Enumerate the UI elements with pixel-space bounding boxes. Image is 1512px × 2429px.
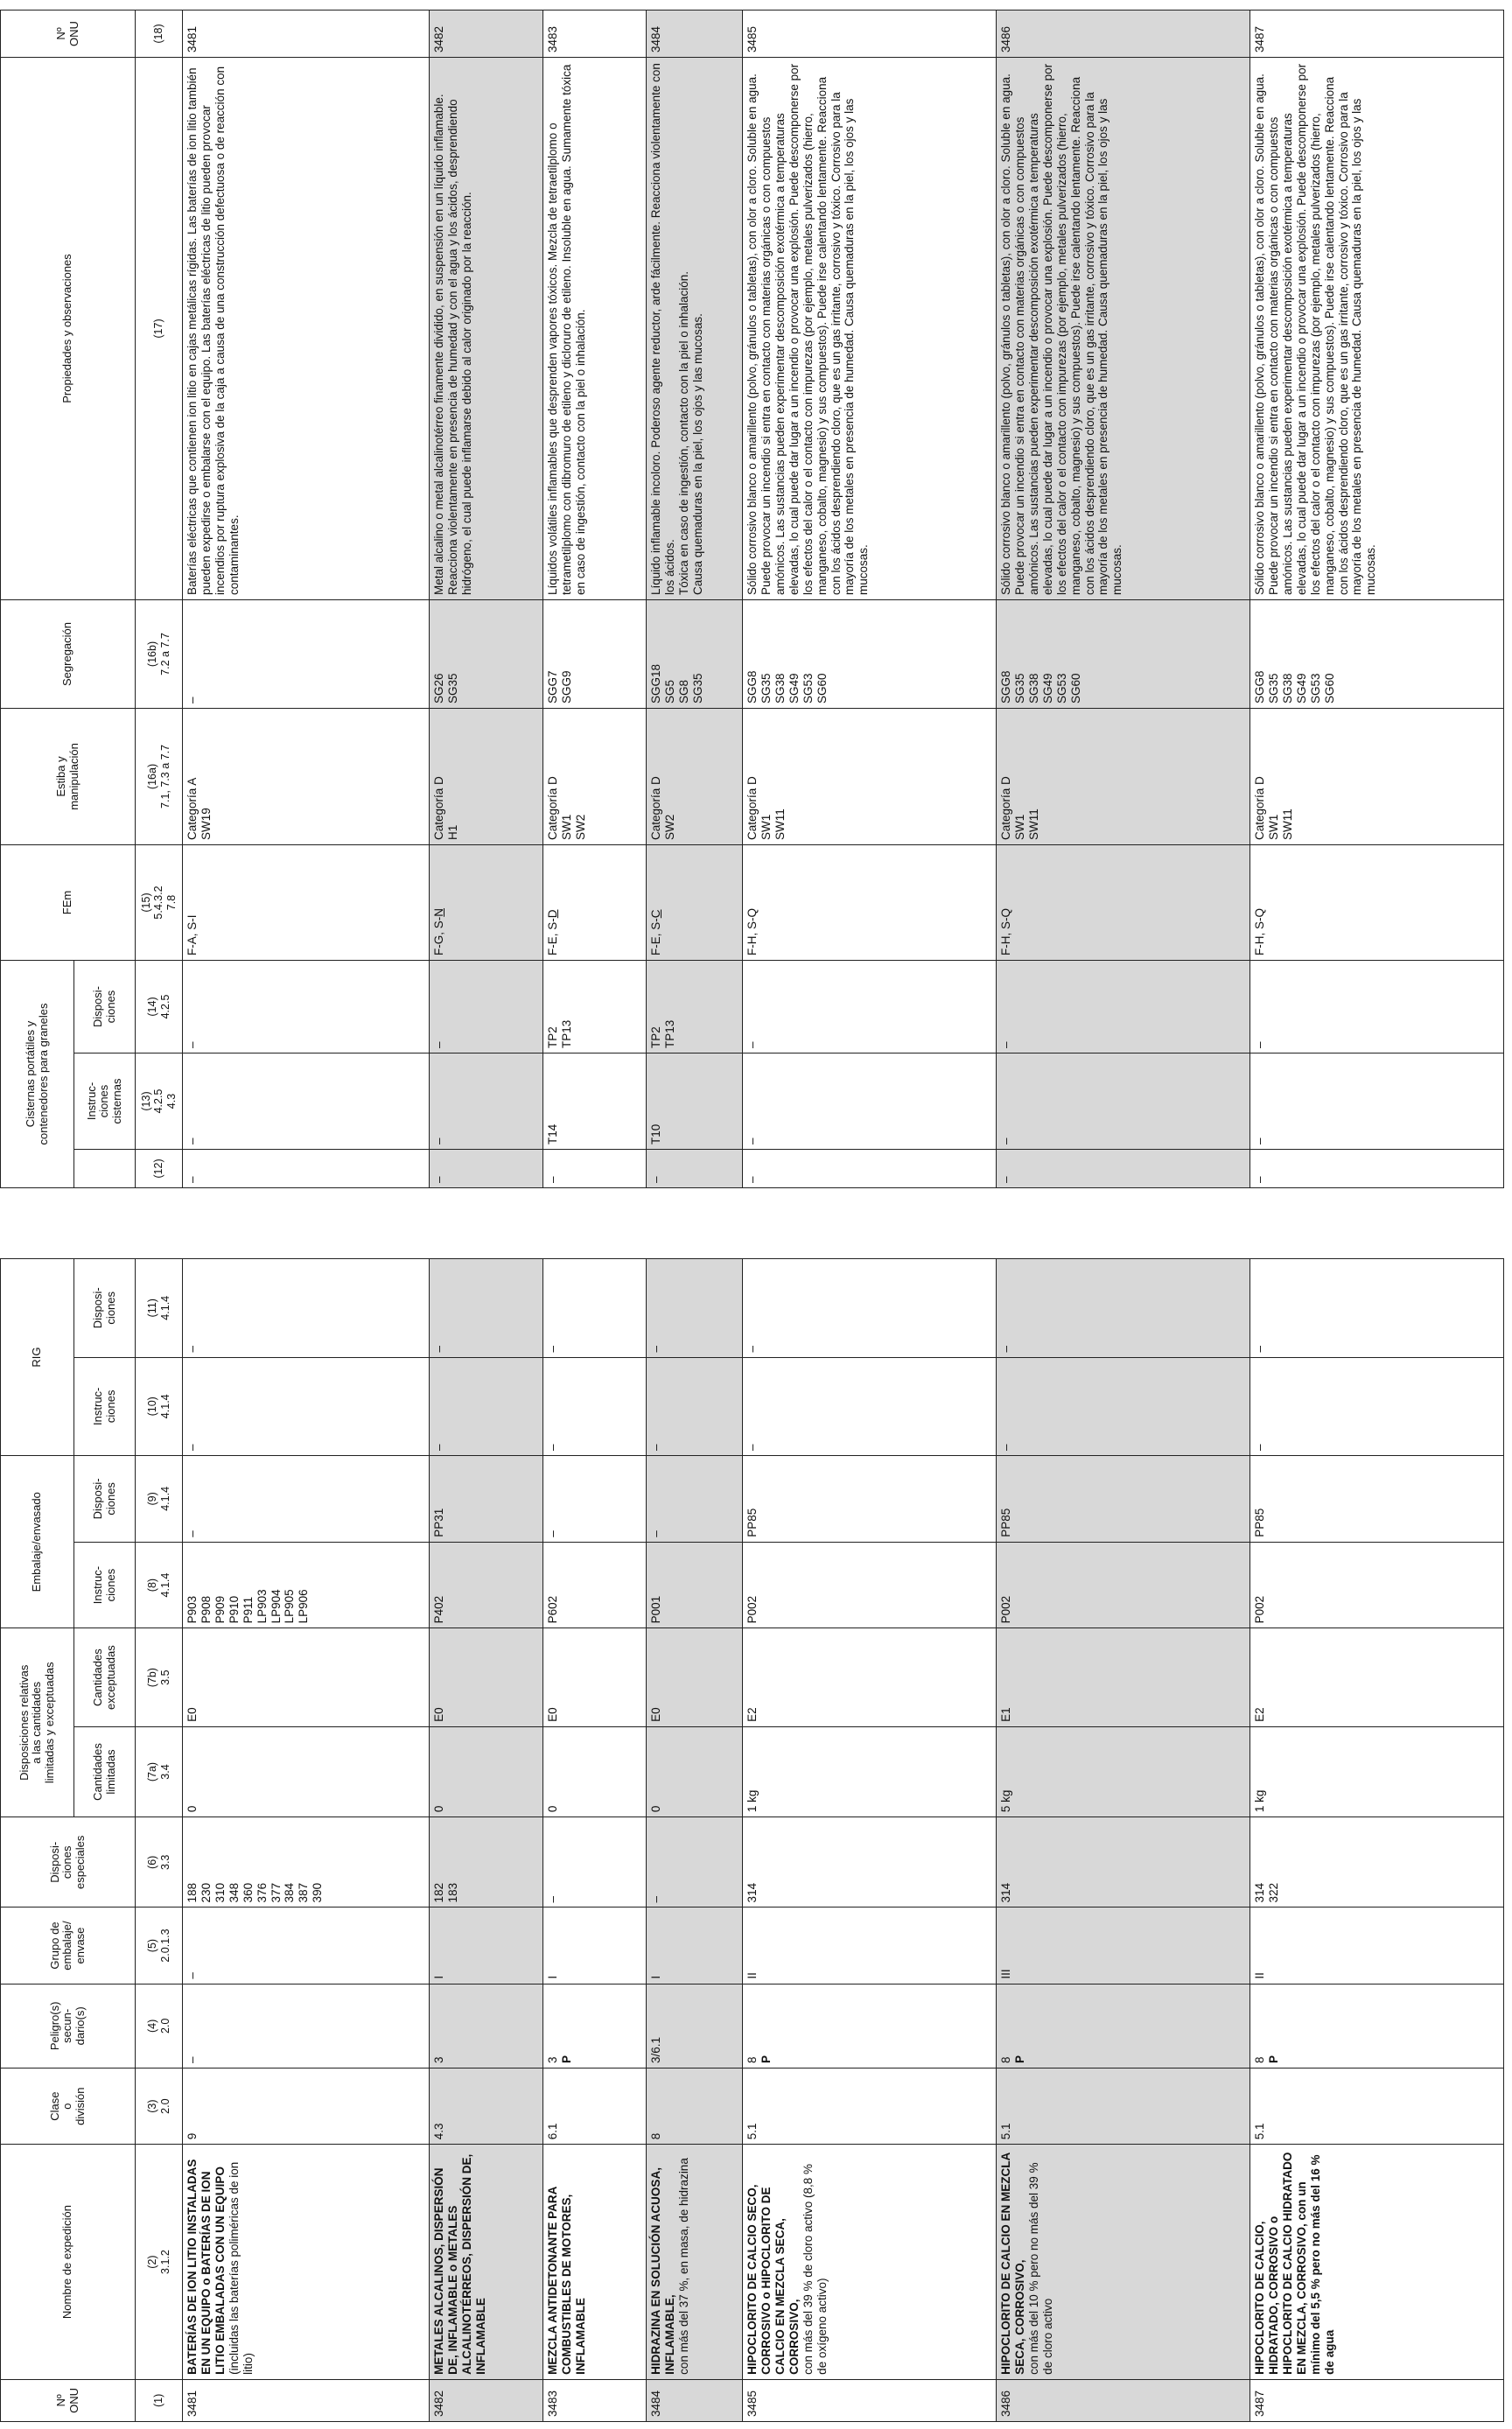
un-number-right: 3485 bbox=[743, 10, 997, 57]
header-ibc: RIG bbox=[1, 1259, 74, 1456]
column-12-value: – bbox=[543, 1150, 647, 1188]
un-number: 3482 bbox=[430, 2379, 543, 2421]
un-number: 3483 bbox=[543, 2379, 647, 2421]
ems-code bbox=[543, 844, 647, 960]
col-ref: (1) bbox=[136, 2379, 183, 2421]
ems-code-text: F-E, S- bbox=[649, 918, 662, 956]
proper-shipping-name bbox=[743, 2145, 997, 2380]
class-division: 5.1 bbox=[997, 2068, 1250, 2145]
packing-instructions: P002 bbox=[743, 1542, 997, 1628]
excepted-quantity: E1 bbox=[997, 1628, 1250, 1726]
shipping-name-qualifier: con más del 37 %, en masa, de hidrazina bbox=[676, 2158, 690, 2375]
un-number: 3485 bbox=[743, 2379, 997, 2421]
col-ref: (7b) 3.5 bbox=[136, 1628, 183, 1726]
packing-group: I bbox=[647, 1908, 743, 1984]
table-row bbox=[743, 10, 997, 1187]
tank-instructions: T14 bbox=[543, 1054, 647, 1150]
proper-shipping-name bbox=[183, 2145, 430, 2380]
subsidiary-risk bbox=[183, 1984, 430, 2068]
column-12-value: – bbox=[743, 1150, 997, 1188]
header-limited-excepted-quantities: Disposiciones relativas a las cantidades limitadas y exceptuadas bbox=[1, 1628, 74, 1817]
special-provisions: – bbox=[647, 1817, 743, 1908]
ems-code bbox=[1250, 844, 1504, 960]
header-limited-quantities: Cantidades limitadas bbox=[74, 1726, 136, 1816]
subsidiary-risk-value: 8 bbox=[1253, 2056, 1266, 2064]
packing-instructions: P903 P908 P909 P910 P911 LP903 LP904 LP905 LP906 bbox=[183, 1542, 430, 1628]
col-ref: (8) 4.1.4 bbox=[136, 1542, 183, 1628]
col-ref: (18) bbox=[136, 10, 183, 57]
header-segregation: Segregación bbox=[1, 599, 136, 708]
stowage-handling: Categoría A SW19 bbox=[183, 708, 430, 844]
shipping-name-text: BATERÍAS DE ION LITIO INSTALADAS EN UN EQUIPO o BATERÍAS DE ION LITIO EMBALADAS CON UN EQUIPO bbox=[186, 2159, 227, 2375]
tank-provisions: – bbox=[430, 960, 543, 1053]
marine-pollutant-mark: P bbox=[559, 2055, 573, 2064]
limited-quantity: 0 bbox=[647, 1726, 743, 1816]
class-division: 5.1 bbox=[1250, 2068, 1504, 2145]
packing-provisions: PP85 bbox=[997, 1456, 1250, 1543]
tank-provisions: TP2 TP13 bbox=[543, 960, 647, 1053]
un-number: 3484 bbox=[647, 2379, 743, 2421]
proper-shipping-name bbox=[430, 2145, 543, 2380]
ems-code bbox=[647, 844, 743, 960]
ibc-provisions: – bbox=[743, 1259, 997, 1358]
packing-instructions: P602 bbox=[543, 1542, 647, 1628]
ems-code-text: F-H, S-Q bbox=[999, 907, 1012, 956]
table-row bbox=[430, 10, 543, 1187]
column-12-value: – bbox=[997, 1150, 1250, 1188]
ems-code bbox=[430, 844, 543, 960]
tank-instructions: – bbox=[743, 1054, 997, 1150]
excepted-quantity: E2 bbox=[1250, 1628, 1504, 1726]
header-packing: Embalaje/envasado bbox=[1, 1456, 74, 1628]
ibc-provisions: – bbox=[997, 1259, 1250, 1358]
column-12-value: – bbox=[183, 1150, 430, 1188]
header-ibc-instructions: Instruc- ciones bbox=[74, 1357, 136, 1455]
subsidiary-risk bbox=[1250, 1984, 1504, 2068]
ibc-instructions: – bbox=[743, 1357, 997, 1455]
col-ref: (12) bbox=[136, 1150, 183, 1188]
header-packing-group: Grupo de embalaje/ envase bbox=[1, 1908, 136, 1984]
ibc-instructions: – bbox=[183, 1357, 430, 1455]
header-un-no-right: Nº ONU bbox=[1, 10, 136, 57]
shipping-name-qualifier: con más del 39 % de cloro activo (8,8 % de oxígeno activo) bbox=[801, 2163, 829, 2375]
properties-observations: Sólido corrosivo blanco o amarillento (polvo, gránulos o tabletas), con olor a cloro. Soluble en agua. Puede provocar un incendio si entra en contacto con materias orgánicas o con compuestos amónicos. Las sustancias pueden experimentar descomposición exotérmica a temperaturas elevadas, lo cual puede dar lugar a un incendio o provocar una explosión. Puede descomponerse por los efectos del calor o el contacto con impurezas (por ejemplo, metales pulverizados (hierro, manganeso, cobalto, magnesio) y sus compuestos). Puede irse calentando lentamente. Reacciona con los ácidos desprendiendo cloro, que es un gas irritante, corrosivo y tóxico. Corrosivo para la mayoría de los metales en presencia de humedad. Causa quemaduras en la piel, los ojos y las mucosas. bbox=[1250, 57, 1504, 599]
header-stowage: Estiba y manipulación bbox=[1, 708, 136, 844]
ibc-instructions: – bbox=[647, 1357, 743, 1455]
table-row bbox=[183, 1259, 430, 2422]
packing-provisions: PP85 bbox=[743, 1456, 997, 1543]
packing-group: III bbox=[997, 1908, 1250, 1984]
marine-pollutant-mark: P bbox=[759, 2055, 773, 2064]
ems-code-text: F-H, S-Q bbox=[746, 907, 759, 956]
special-provisions: – bbox=[543, 1817, 647, 1908]
properties-observations: Metal alcalino o metal alcalinotérreo finamente dividido, en suspensión en un líquido inflamable. Reacciona violentamente en presencia de humedad y con el agua y los ácidos, desprendiendo hidrógeno, el cual puede inflamarse debido al calor originado por la reacción. bbox=[430, 57, 543, 599]
limited-quantity: 1 kg bbox=[1250, 1726, 1504, 1816]
subsidiary-risk-value: 3 bbox=[432, 2056, 445, 2064]
table-row bbox=[743, 1259, 997, 2422]
class-division: 6.1 bbox=[543, 2068, 647, 2145]
column-12-value: – bbox=[1250, 1150, 1504, 1188]
special-provisions: 188 230 310 348 360 376 377 384 387 390 bbox=[183, 1817, 430, 1908]
special-provisions: 314 322 bbox=[1250, 1817, 1504, 1908]
table-row bbox=[543, 10, 647, 1187]
tank-instructions: – bbox=[183, 1054, 430, 1150]
col-ref: (6) 3.3 bbox=[136, 1817, 183, 1908]
ibc-instructions: – bbox=[997, 1357, 1250, 1455]
header-tank-instructions: Instruc- ciones cisternas bbox=[74, 1054, 136, 1150]
col-ref: (3) 2.0 bbox=[136, 2068, 183, 2145]
header-ems: FEm bbox=[1, 844, 136, 960]
ibc-instructions: – bbox=[1250, 1357, 1504, 1455]
shipping-name-text: HIDRAZINA EN SOLUCIÓN ACUOSA, INFLAMABLE, bbox=[649, 2167, 676, 2375]
header-portable-tanks: Cisternas portátiles y contenedores para graneles bbox=[1, 960, 74, 1187]
ems-code-underlined: C bbox=[649, 909, 662, 919]
col-ref: (16a) 7.1, 7.3 a 7.7 bbox=[136, 708, 183, 844]
excepted-quantity: E0 bbox=[430, 1628, 543, 1726]
ems-code bbox=[743, 844, 997, 960]
header-class: Clase o división bbox=[1, 2068, 136, 2145]
un-number-right: 3482 bbox=[430, 10, 543, 57]
header-packing-provisions: Disposi- ciones bbox=[74, 1456, 136, 1543]
packing-provisions: PP31 bbox=[430, 1456, 543, 1543]
un-number: 3481 bbox=[183, 2379, 430, 2421]
stowage-handling: Categoría D SW2 bbox=[647, 708, 743, 844]
tank-provisions: – bbox=[1250, 960, 1504, 1053]
header-un-no: Nº ONU bbox=[1, 2379, 136, 2421]
subsidiary-risk bbox=[997, 1984, 1250, 2068]
col-ref: (9) 4.1.4 bbox=[136, 1456, 183, 1543]
table-row bbox=[1250, 10, 1504, 1187]
ibc-provisions: – bbox=[430, 1259, 543, 1358]
proper-shipping-name bbox=[1250, 2145, 1504, 2380]
excepted-quantity: E0 bbox=[647, 1628, 743, 1726]
packing-instructions: P001 bbox=[647, 1542, 743, 1628]
segregation: SGG18 SG5 SG8 SG35 bbox=[647, 599, 743, 708]
properties-observations: Sólido corrosivo blanco o amarillento (polvo, gránulos o tabletas), con olor a cloro. Soluble en agua. Puede provocar un incendio si entra en contacto con materias orgánicas o con compuestos amónicos. Las sustancias pueden experimentar descomposición exotérmica a temperaturas elevadas, lo cual puede dar lugar a un incendio o provocar una explosión. Puede descomponerse por los efectos del calor o el contacto con impurezas (por ejemplo, metales pulverizados (hierro, manganeso, cobalto, magnesio) y sus compuestos). Puede irse calentando lentamente. Reacciona con los ácidos desprendiendo cloro, que es un gas irritante, corrosivo y tóxico. Corrosivo para la mayoría de los metales en presencia de humedad. Causa quemaduras en la piel, los ojos y las mucosas. bbox=[743, 57, 997, 599]
header-special-provisions: Disposi- ciones especiales bbox=[1, 1817, 136, 1908]
packing-provisions: – bbox=[647, 1456, 743, 1543]
tank-provisions: – bbox=[743, 960, 997, 1053]
col-ref: (11) 4.1.4 bbox=[136, 1259, 183, 1358]
ibc-provisions: – bbox=[543, 1259, 647, 1358]
col-ref: (16b) 7.2 a 7.7 bbox=[136, 599, 183, 708]
packing-group: II bbox=[1250, 1908, 1504, 1984]
col-ref: (10) 4.1.4 bbox=[136, 1357, 183, 1455]
table-row bbox=[183, 10, 430, 1187]
subsidiary-risk bbox=[743, 1984, 997, 2068]
dangerous-goods-list-right bbox=[0, 10, 1504, 1188]
proper-shipping-name bbox=[997, 2145, 1250, 2380]
ibc-provisions: – bbox=[1250, 1259, 1504, 1358]
stowage-handling: Categoría D H1 bbox=[430, 708, 543, 844]
shipping-name-text: HIPOCLORITO DE CALCIO EN MEZCLA SECA, CORROSIVO, bbox=[999, 2152, 1026, 2375]
ems-code-text: F-A, S-I bbox=[186, 914, 199, 956]
table-row bbox=[430, 1259, 543, 2422]
packing-instructions: P002 bbox=[1250, 1542, 1504, 1628]
proper-shipping-name bbox=[543, 2145, 647, 2380]
table-row bbox=[647, 1259, 743, 2422]
shipping-name-text: METALES ALCALINOS, DISPERSIÓN DE, INFLAMABLE o METALES ALCALINOTÉRREOS, DISPERSIÓN DE, INFLAMABLE bbox=[432, 2153, 487, 2375]
marine-pollutant-mark: P bbox=[1012, 2055, 1026, 2064]
packing-group: – bbox=[183, 1908, 430, 1984]
packing-instructions: P402 bbox=[430, 1542, 543, 1628]
col-ref: (17) bbox=[136, 57, 183, 599]
packing-instructions: P002 bbox=[997, 1542, 1250, 1628]
segregation: SGG8 SG35 SG38 SG49 SG53 SG60 bbox=[997, 599, 1250, 708]
un-number-right: 3487 bbox=[1250, 10, 1504, 57]
packing-group: I bbox=[543, 1908, 647, 1984]
segregation: SGG7 SGG9 bbox=[543, 599, 647, 708]
packing-group: I bbox=[430, 1908, 543, 1984]
limited-quantity: 0 bbox=[430, 1726, 543, 1816]
table-row bbox=[997, 1259, 1250, 2422]
subsidiary-risk-value: 8 bbox=[746, 2056, 759, 2064]
stowage-handling: Categoría D SW1 SW11 bbox=[1250, 708, 1504, 844]
header-excepted-quantities: Cantidades exceptuadas bbox=[74, 1628, 136, 1726]
subsidiary-risk bbox=[647, 1984, 743, 2068]
un-number: 3487 bbox=[1250, 2379, 1504, 2421]
tank-instructions: T10 bbox=[647, 1054, 743, 1150]
ems-code-text: F-G, S- bbox=[432, 916, 445, 956]
class-division: 5.1 bbox=[743, 2068, 997, 2145]
tank-provisions: TP2 TP13 bbox=[647, 960, 743, 1053]
properties-observations: Sólido corrosivo blanco o amarillento (polvo, gránulos o tabletas), con olor a cloro. Soluble en agua. Puede provocar un incendio si entra en contacto con materias orgánicas o con compuestos amónicos. Las sustancias pueden experimentar descomposición exotérmica a temperaturas elevadas, lo cual puede dar lugar a un incendio o provocar una explosión. Puede descomponerse por los efectos del calor o el contacto con impurezas (por ejemplo, metales pulverizados (hierro, manganeso, cobalto, magnesio) y sus compuestos). Puede irse calentando lentamente. Reacciona con los ácidos desprendiendo cloro, que es un gas irritante, corrosivo y tóxico. Corrosivo para la mayoría de los metales en presencia de humedad. Causa quemaduras en la piel, los ojos y las mucosas. bbox=[997, 57, 1250, 599]
table-row bbox=[1250, 1259, 1504, 2422]
special-provisions: 314 bbox=[997, 1817, 1250, 1908]
ibc-provisions: – bbox=[183, 1259, 430, 1358]
limited-quantity: 1 kg bbox=[743, 1726, 997, 1816]
col-ref: (2) 3.1.2 bbox=[136, 2145, 183, 2380]
un-number-right: 3483 bbox=[543, 10, 647, 57]
dangerous-goods-list-left bbox=[0, 1258, 1504, 2422]
tank-instructions: – bbox=[997, 1054, 1250, 1150]
ems-code-underlined: D bbox=[546, 909, 559, 919]
col-ref: (13) 4.2.5 4.3 bbox=[136, 1054, 183, 1150]
col-ref: (4) 2.0 bbox=[136, 1984, 183, 2068]
segregation: SG26 SG35 bbox=[430, 599, 543, 708]
shipping-name-qualifier: (incluidas las baterías poliméricas de ion litio) bbox=[227, 2161, 255, 2375]
un-number: 3486 bbox=[997, 2379, 1250, 2421]
properties-observations: Líquidos volátiles inflamables que desprenden vapores tóxicos. Mezcla de tetraetilplomo o tetrametilplomo con dibromuro de etileno y dicloruro de etileno. Insoluble en agua. Sumamente tóxica en caso de ingestión, contacto con la piel o inhalación. bbox=[543, 57, 647, 599]
limited-quantity: 5 kg bbox=[997, 1726, 1250, 1816]
ems-code bbox=[183, 844, 430, 960]
col-ref: (15) 5.4.3.2 7.8 bbox=[136, 844, 183, 960]
col-ref: (14) 4.2.5 bbox=[136, 960, 183, 1053]
un-number-right: 3484 bbox=[647, 10, 743, 57]
properties-observations: Baterías eléctricas que contienen ion litio en cajas metálicas rígidas. Las baterías de ion litio también pueden expedirse o embalarse con el equipo. Las baterías eléctricas de litio pueden provocar incendios por ruptura explosiva de la caja a causa de una construcción defectuosa o de reacción con contaminantes. bbox=[183, 57, 430, 599]
shipping-name-qualifier: con más del 10 % pero no más del 39 % de cloro activo bbox=[1026, 2162, 1054, 2375]
header-subsidiary-risk: Peligro(s) secun- dario(s) bbox=[1, 1984, 136, 2068]
packing-provisions: – bbox=[543, 1456, 647, 1543]
subsidiary-risk-value: 8 bbox=[999, 2056, 1012, 2064]
special-provisions: 314 bbox=[743, 1817, 997, 1908]
tank-instructions: – bbox=[1250, 1054, 1504, 1150]
packing-provisions: PP85 bbox=[1250, 1456, 1504, 1543]
excepted-quantity: E2 bbox=[743, 1628, 997, 1726]
subsidiary-risk bbox=[430, 1984, 543, 2068]
ibc-provisions: – bbox=[647, 1259, 743, 1358]
subsidiary-risk-value: – bbox=[186, 2056, 199, 2064]
packing-group: II bbox=[743, 1908, 997, 1984]
stowage-handling: Categoría D SW1 SW11 bbox=[743, 708, 997, 844]
segregation: – bbox=[183, 599, 430, 708]
tank-provisions: – bbox=[997, 960, 1250, 1053]
un-number-right: 3486 bbox=[997, 10, 1250, 57]
table-row bbox=[543, 1259, 647, 2422]
table-row bbox=[997, 10, 1250, 1187]
stowage-handling: Categoría D SW1 SW2 bbox=[543, 708, 647, 844]
un-number-right: 3481 bbox=[183, 10, 430, 57]
excepted-quantity: E0 bbox=[543, 1628, 647, 1726]
ems-code-text: F-E, S- bbox=[546, 918, 559, 956]
class-division: 9 bbox=[183, 2068, 430, 2145]
tank-provisions: – bbox=[183, 960, 430, 1053]
column-12-value: – bbox=[647, 1150, 743, 1188]
ems-code-text: F-H, S-Q bbox=[1253, 907, 1266, 956]
limited-quantity: 0 bbox=[543, 1726, 647, 1816]
header-properties: Propiedades y observaciones bbox=[1, 57, 136, 599]
col-ref: (7a) 3.4 bbox=[136, 1726, 183, 1816]
properties-observations: Líquido inflamable incoloro. Poderoso agente reductor, arde fácilmente. Reacciona violentamente con los ácidos. Tóxica en caso de ingestión, contacto con la piel o inhalación. Causa quemaduras en la piel, los ojos y las mucosas. bbox=[647, 57, 743, 599]
col-ref: (5) 2.0.1.3 bbox=[136, 1908, 183, 1984]
subsidiary-risk-value: 3 bbox=[546, 2056, 559, 2064]
tank-instructions: – bbox=[430, 1054, 543, 1150]
ems-code bbox=[997, 844, 1250, 960]
subsidiary-risk-value: 3/6.1 bbox=[649, 2037, 662, 2064]
ibc-instructions: – bbox=[543, 1357, 647, 1455]
subsidiary-risk bbox=[543, 1984, 647, 2068]
special-provisions: 182 183 bbox=[430, 1817, 543, 1908]
header-packing-instructions: Instruc- ciones bbox=[74, 1542, 136, 1628]
class-division: 4.3 bbox=[430, 2068, 543, 2145]
shipping-name-text: HIPOCLORITO DE CALCIO, HIDRATADO, CORROSIVO o HIPOCLORITO DE CALCIO HIDRATADO EN MEZCLA, CORROSIVO, con un mínimo del 5,5 % pero no más del 16 % de agua bbox=[1253, 2152, 1336, 2375]
shipping-name-text: MEZCLA ANTIDETONANTE PARA COMBUSTIBLES DE MOTORES, INFLAMABLE bbox=[546, 2187, 587, 2375]
limited-quantity: 0 bbox=[183, 1726, 430, 1816]
ems-code-underlined: N bbox=[432, 907, 445, 917]
table-row bbox=[647, 10, 743, 1187]
shipping-name-text: HIPOCLORITO DE CALCIO SECO, CORROSIVO o HIPOCLORITO DE CALCIO EN MEZCLA SECA, CORROSIVO, bbox=[746, 2184, 801, 2375]
column-12-value: – bbox=[430, 1150, 543, 1188]
header-proper-shipping-name: Nombre de expedición bbox=[1, 2145, 136, 2380]
ibc-instructions: – bbox=[430, 1357, 543, 1455]
header-ibc-provisions: Disposi- ciones bbox=[74, 1259, 136, 1358]
proper-shipping-name bbox=[647, 2145, 743, 2380]
packing-provisions: – bbox=[183, 1456, 430, 1543]
segregation: SGG8 SG35 SG38 SG49 SG53 SG60 bbox=[743, 599, 997, 708]
stowage-handling: Categoría D SW1 SW11 bbox=[997, 708, 1250, 844]
excepted-quantity: E0 bbox=[183, 1628, 430, 1726]
header-tank-provisions: Disposi- ciones bbox=[74, 960, 136, 1053]
marine-pollutant-mark: P bbox=[1266, 2055, 1280, 2064]
class-division: 8 bbox=[647, 2068, 743, 2145]
segregation: SGG8 SG35 SG38 SG49 SG53 SG60 bbox=[1250, 599, 1504, 708]
